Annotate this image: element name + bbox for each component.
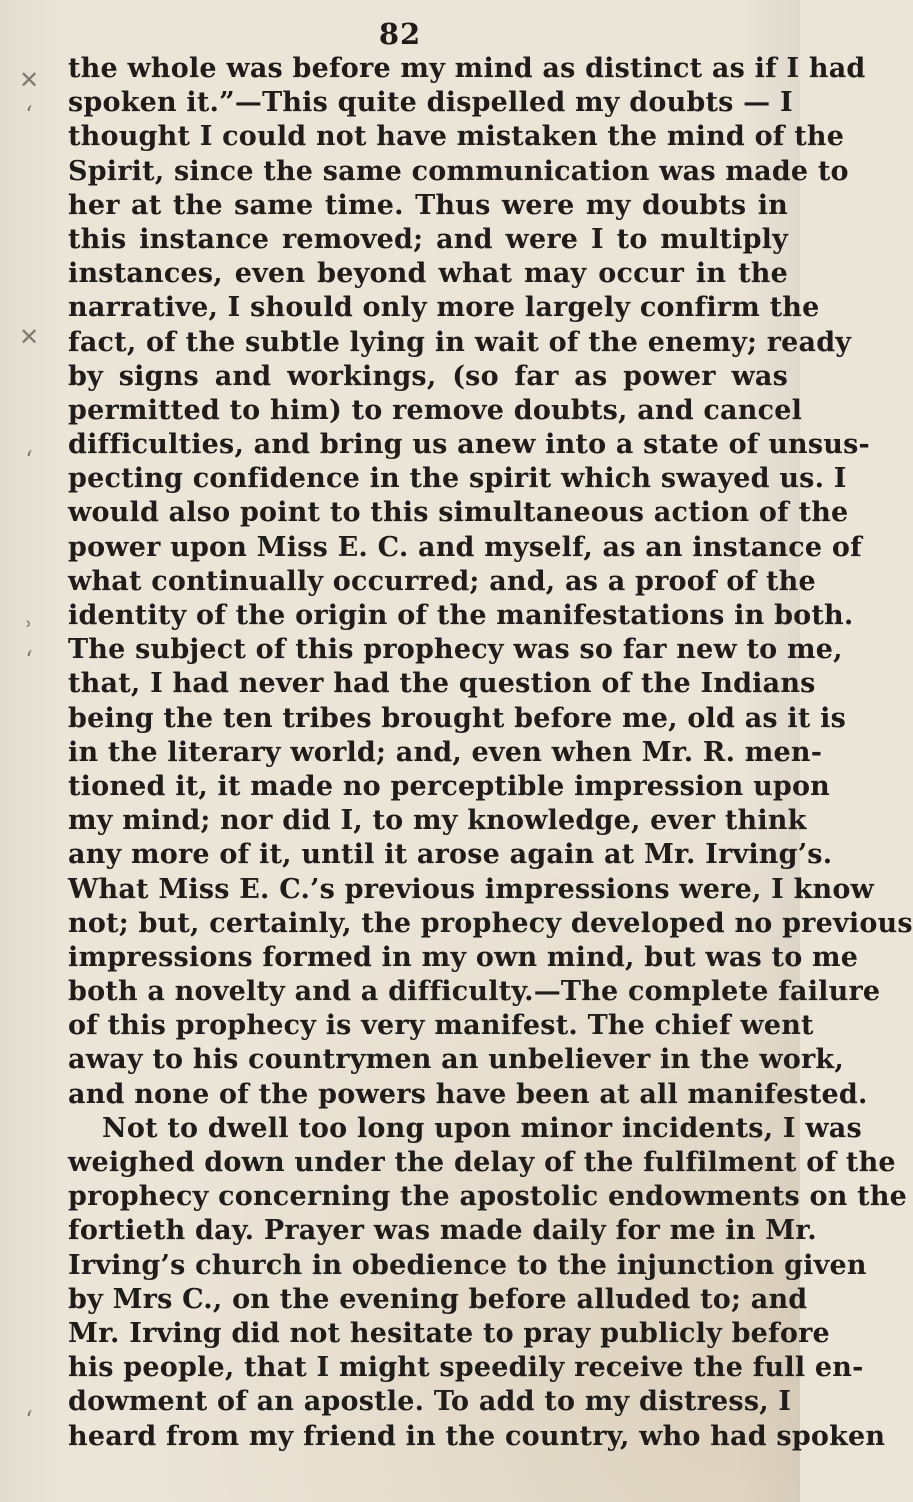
text-line: pecting confidence in the spirit which swayed us. I [68,463,847,495]
text-line: my mind; nor did I, to my knowledge, ever think [68,805,807,837]
text-line: Not to dwell too long upon minor incidents, I was [102,1112,862,1144]
text-line: prophecy concerning the apostolic endowments on the [68,1181,908,1213]
text-line: heard from my friend in the country, who had spoken [68,1420,886,1452]
text-line: spoken it.”—This quite dispelled my doubts — I [68,87,793,119]
text-line: in the literary world; and, even when Mr. R. men- [68,736,823,768]
text-line: both a novelty and a difficulty.—The complete failure [68,976,881,1008]
text-line: being the ten tribes brought before me, old as it is [68,702,846,734]
pencil-tick-mark: ‘ [25,101,33,129]
pencil-cross-mark: ✕ [18,66,40,94]
pencil-tick-mark: ‘ [25,1406,33,1434]
text-line: the whole was before my mind as distinct as if I had [68,53,866,84]
text-line: what continually occurred; and, as a proof of the [68,565,816,597]
text-line: permitted to him) to remove doubts, and cancel [68,394,803,426]
text-line: narrative, I should only more largely confirm the [68,292,820,324]
text-line: Mr. Irving did not hesitate to pray publicly before [68,1317,830,1349]
pencil-tick-mark: ‘ [25,646,33,674]
text-line: tioned it, it made no perceptible impression upon [68,770,831,802]
text-line: fortieth day. Prayer was made daily for me in Mr. [68,1215,817,1247]
text-line: The subject of this prophecy was so far new to me, [68,634,843,666]
page-number: 82 [378,17,422,51]
text-line: and none of the powers have been at all manifested. [68,1078,868,1110]
text-line: his people, that I might speedily receive the full en- [68,1352,864,1384]
text-line: What Miss E. C.’s previous impressions were, I know [68,873,874,905]
text-line: this instance removed; and were I to multiply [68,223,788,255]
text-line: instances, even beyond what may occur in the [68,258,788,290]
body-text [68,52,913,1454]
text-line: by Mrs C., on the evening before alluded to; and [68,1283,808,1315]
text-line: difficulties, and bring us anew into a state of unsus- [68,429,870,461]
text-line: Irving’s church in obedience to the injunction given [68,1249,867,1281]
text-line: thought I could not have mistaken the mind of the [68,121,845,153]
text-line: her at the same time. Thus were my doubts in [68,189,788,221]
text-line: dowment of an apostle. To add to my distress, I [68,1386,792,1418]
pencil-cross-mark: ✕ [18,323,40,351]
text-line: Spirit, since the same communication was made to [68,155,849,187]
text-line: any more of it, until it arose again at Mr. Irving’s. [68,839,833,871]
text-line: that, I had never had the question of the Indians [68,668,816,700]
text-line: by signs and workings, (so far as power was [68,360,788,392]
text-line: identity of the origin of the manifestations in both. [68,600,854,631]
text-line: away to his countrymen an unbeliever in the work, [68,1044,844,1076]
text-line: would also point to this simultaneous action of the [68,497,849,529]
pencil-tick-mark: ˒ [25,611,33,639]
pencil-tick-mark: ‘ [25,446,33,474]
text-line: fact, of the subtle lying in wait of the enemy; ready [68,326,852,358]
text-line: power upon Miss E. C. and myself, as an instance of [68,531,862,563]
text-line: impressions formed in my own mind, but was to me [68,941,859,973]
text-line: not; but, certainly, the prophecy developed no previous [68,907,913,939]
text-line: weighed down under the delay of the fulfilment of the [68,1147,896,1178]
text-line: of this prophecy is very manifest. The chief went [68,1010,814,1042]
